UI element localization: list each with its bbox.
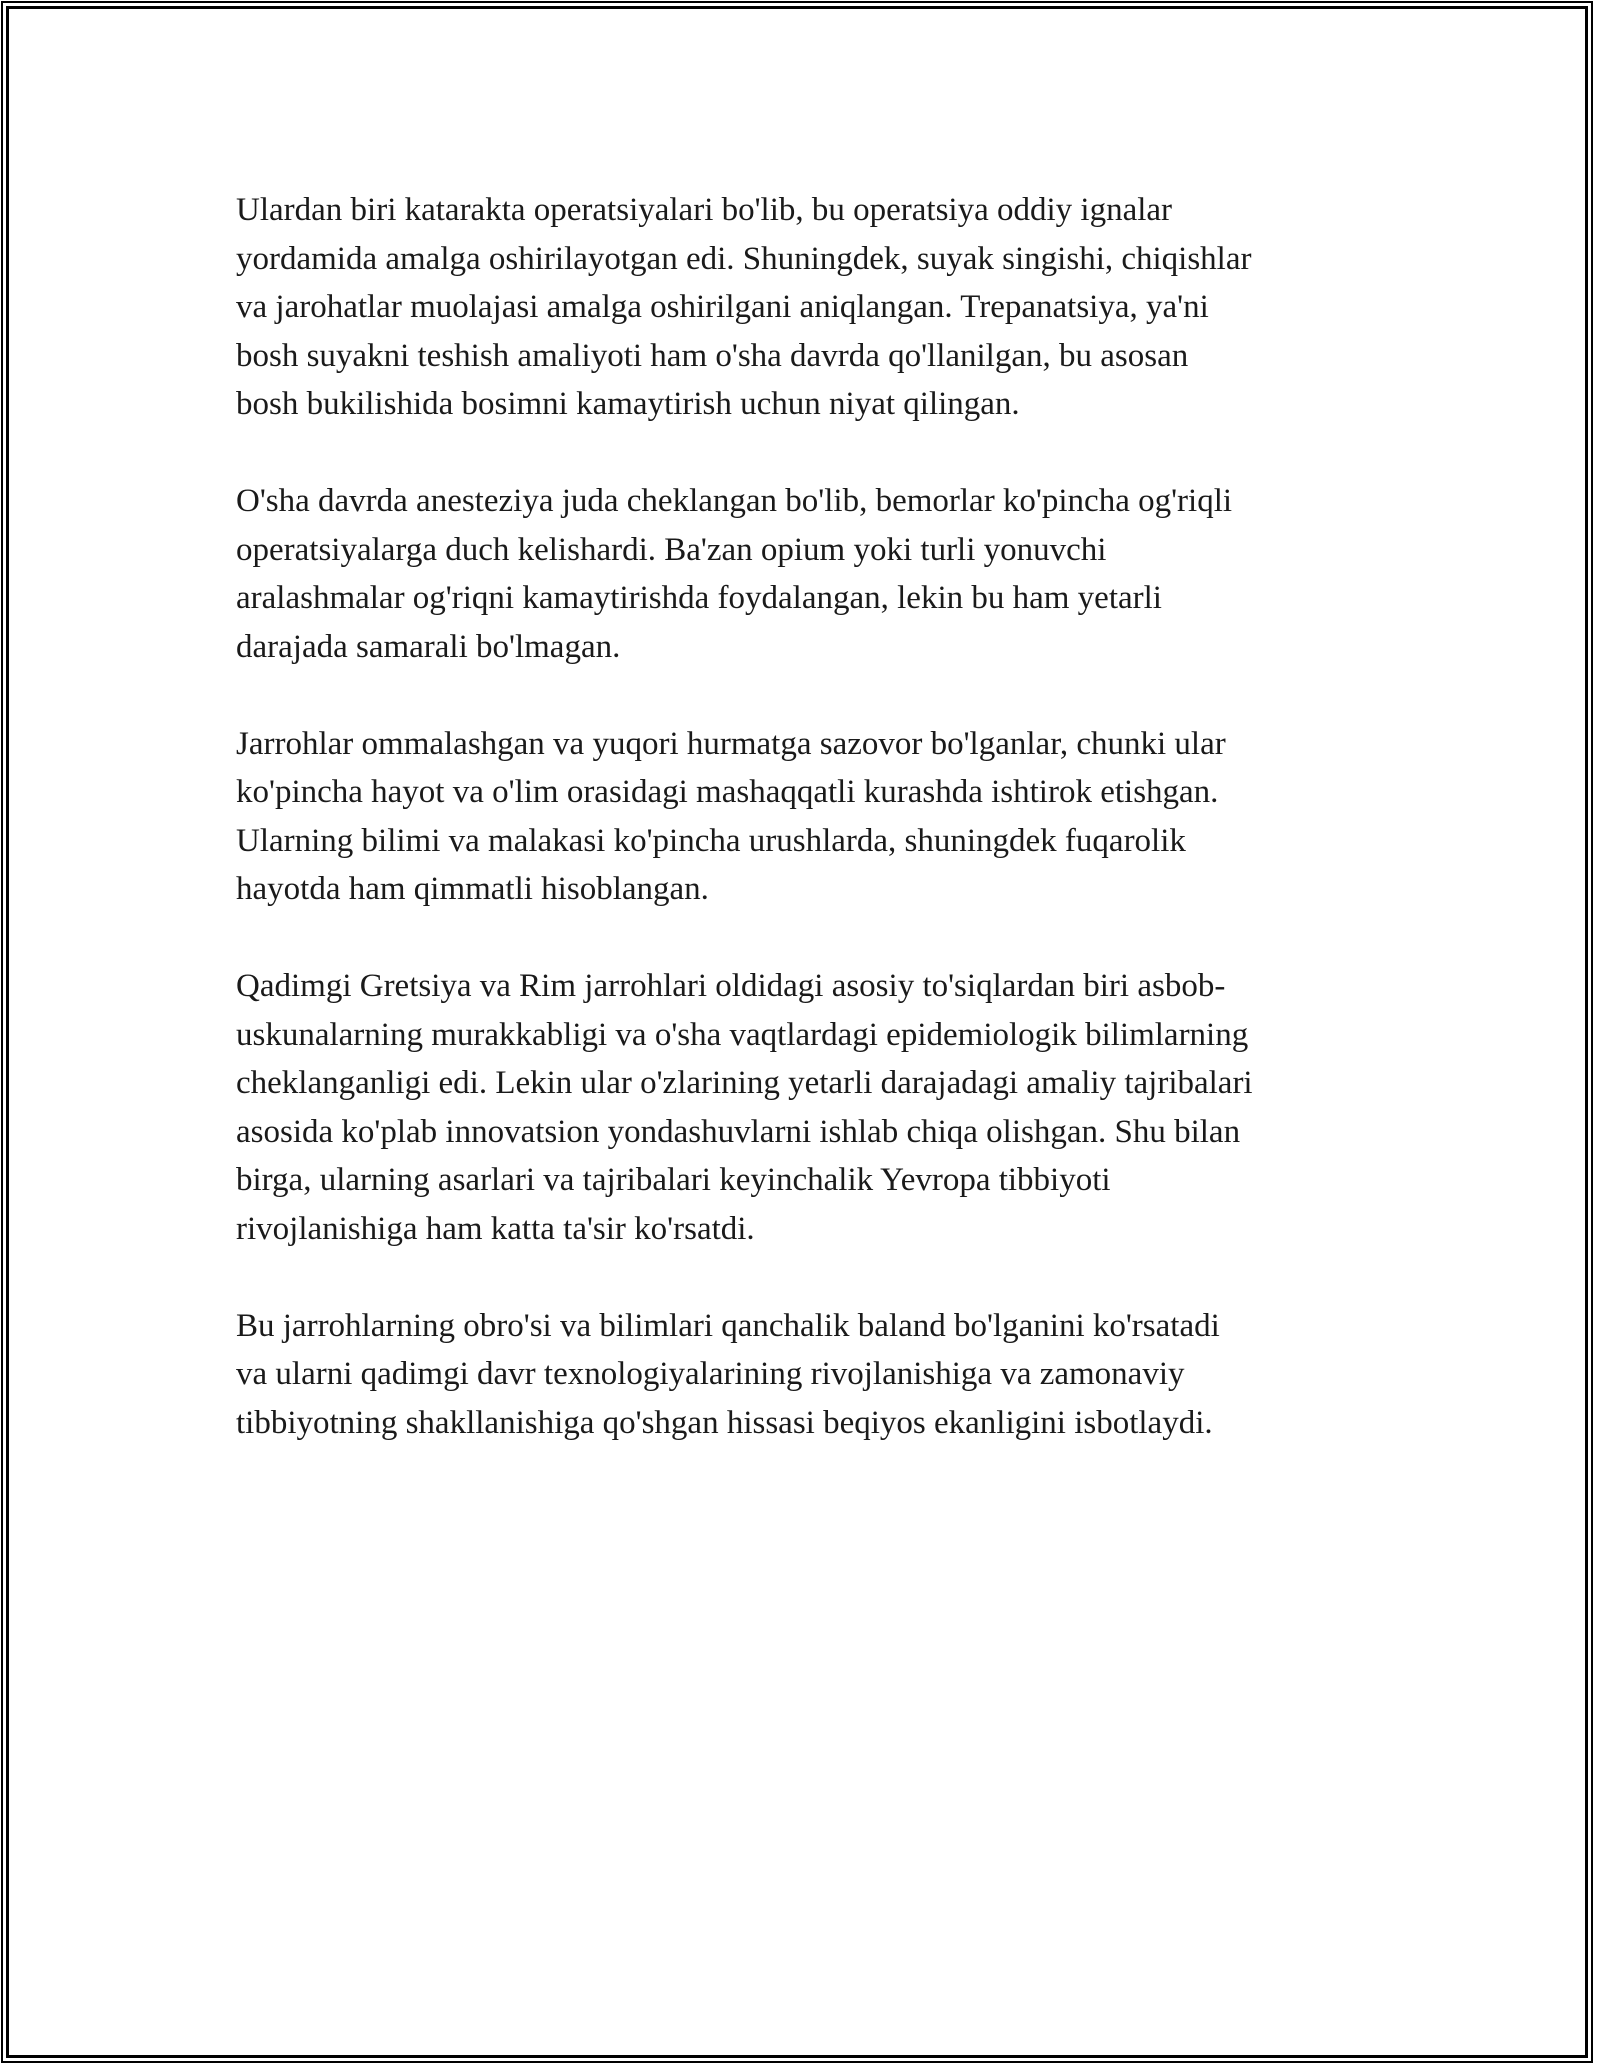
paragraph-4: Qadimgi Gretsiya va Rim jarrohlari oldidagi asosiy to'siqlardan biri asbob- uskunalarning murakkabligi va o'sha vaqtlardagi epidemiologik bilimlarning cheklanganligi edi. Lekin ular o'zlarining yetarli darajadagi amaliy tajribalari asosida ko'plab innovatsion yondashuvlarni ishlab chiqa olishgan. Shu bilan birga, ularning asarlari va tajribalari keyinchalik Yevropa tibbiyoti rivojlanishiga ham katta ta'sir ko'rsatdi. [236,968,1253,1247]
paragraph-2: O'sha davrda anesteziya juda cheklangan bo'lib, bemorlar ko'pincha og'riqli operatsiyalarga duch kelishardi. Ba'zan opium yoki turli yonuvchi aralashmalar og'riqni kamaytirishda foydalangan, lekin bu ham yetarli darajada samarali bo'lmagan. [236,483,1233,665]
paragraph-1: Ulardan biri katarakta operatsiyalari bo'lib, bu operatsiya oddiy ignalar yordamida amalga oshirilayotgan edi. Shuningdek, suyak singishi, chiqishlar va jarohatlar muolajasi amalga oshirilgani aniqlangan. Trepanatsiya, ya'ni bosh suyakni teshish amaliyoti ham o'sha davrda qo'llanilgan, bu asosan bosh bukilishida bosimni kamaytirish uchun niyat qilingan. [236,192,1252,422]
document-body [236,186,1386,1496]
paragraph-5: Bu jarrohlarning obro'si va bilimlari qanchalik baland bo'lganini ko'rsatadi va ularni qadimgi davr texnologiyalarining rivojlanishiga va zamonaviy tibbiyotning shakllanishiga qo'shgan hissasi beqiyos ekanligini isbotlaydi. [236,1307,1220,1441]
paragraph-3: Jarrohlar ommalashgan va yuqori hurmatga sazovor bo'lganlar, chunki ular ko'pincha hayot va o'lim orasidagi mashaqqatli kurashda ishtirok etishgan. Ularning bilimi va malakasi ko'pincha urushlarda, shuningdek fuqarolik hayotda ham qimmatli hisoblangan. [236,725,1226,907]
